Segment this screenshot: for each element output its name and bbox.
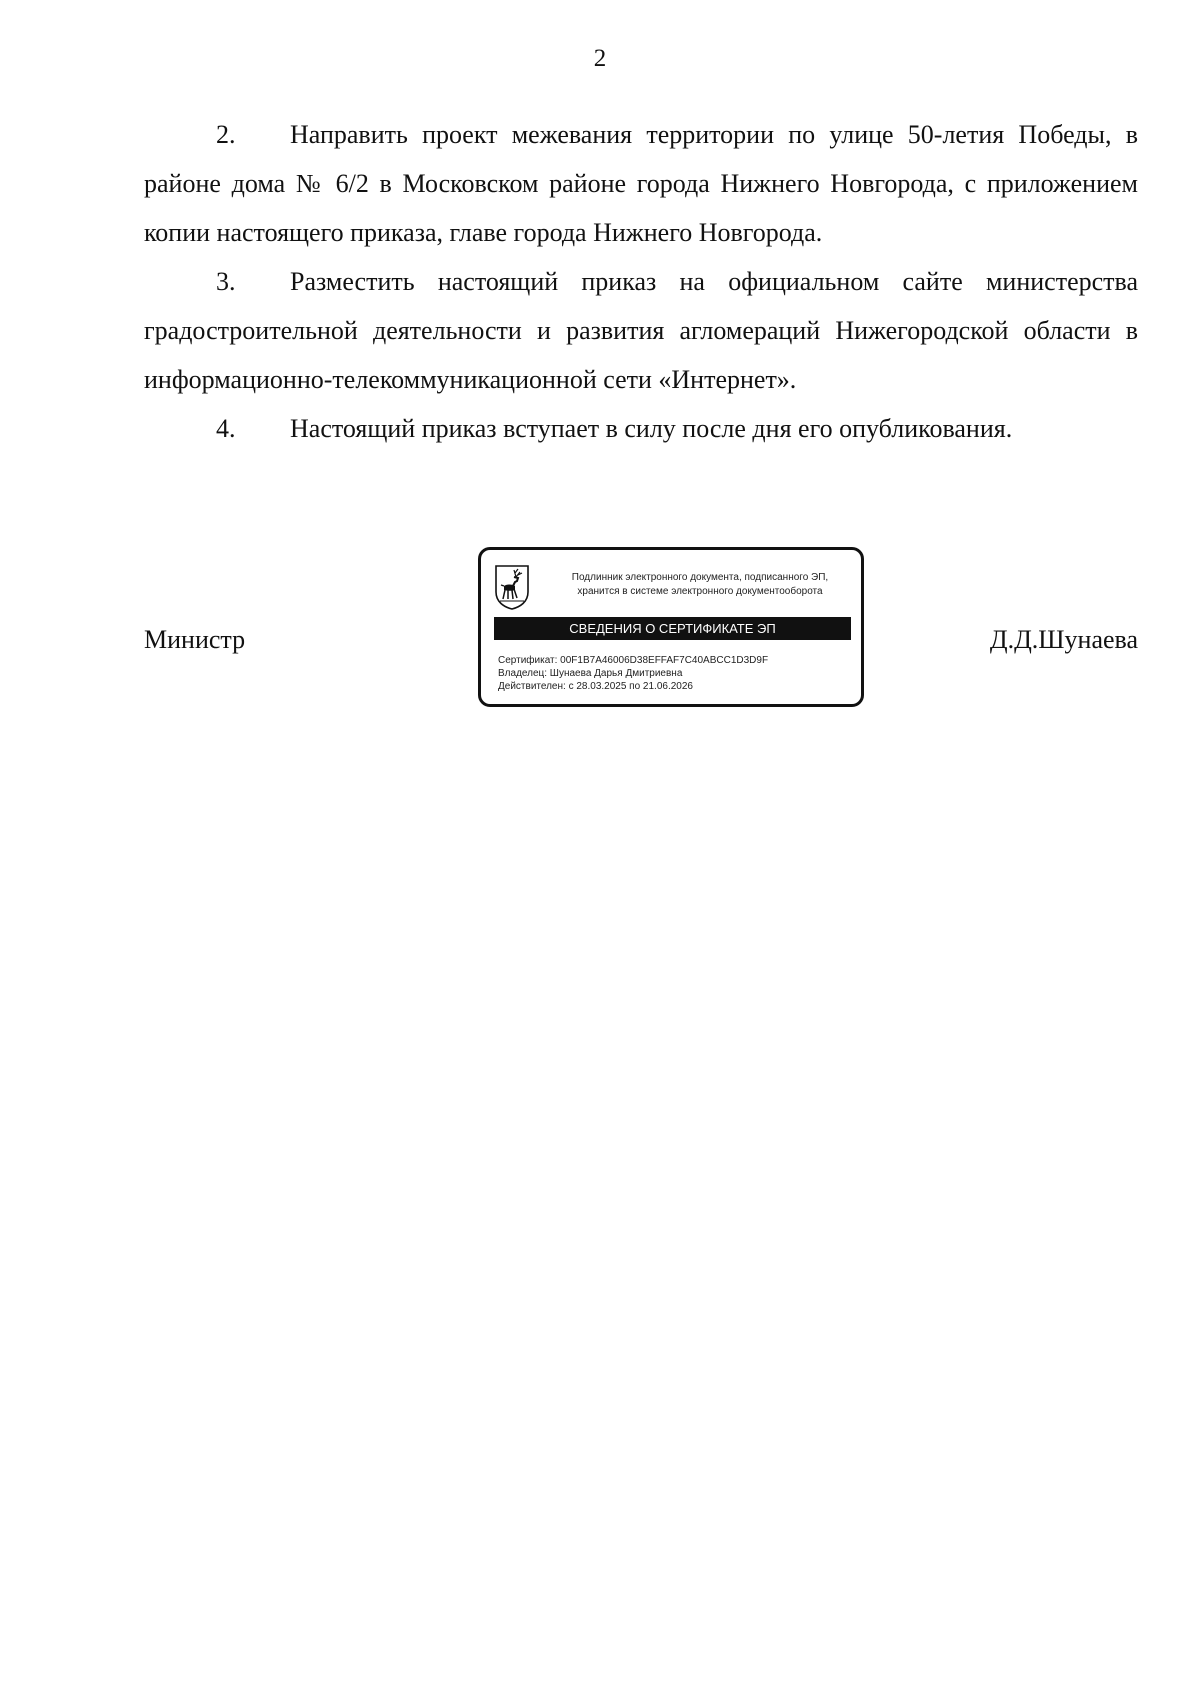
paragraph-text: Направить проект межевания территории по улице 50-летия Победы, в районе дома № 6/2 в Московском районе города Нижнего Новгорода, с приложением копии настоящего приказа, главе города Нижнего Новгорода. bbox=[144, 120, 1138, 247]
stamp-details bbox=[498, 654, 848, 693]
certificate-validity: Действителен: с 28.03.2025 по 21.06.2026 bbox=[498, 681, 693, 692]
signer-position: Министр bbox=[144, 625, 246, 654]
paragraph-4 bbox=[144, 404, 1138, 453]
stamp-header-line: Подлинник электронного документа, подписанного ЭП, bbox=[571, 572, 829, 583]
stamp-header bbox=[545, 571, 855, 599]
paragraph-number: 4. bbox=[216, 414, 236, 443]
document-body bbox=[144, 110, 1138, 453]
paragraph-number: 3. bbox=[216, 267, 236, 296]
paragraph-number: 2. bbox=[216, 120, 236, 149]
paragraph-2 bbox=[144, 110, 1138, 257]
paragraph-text: Разместить настоящий приказ на официальном сайте министерства градостроительной деятельности и развития агломераций Нижегородской области в информационно-телекоммуникационной сети «Интернет». bbox=[144, 267, 1138, 394]
paragraph-text: Настоящий приказ вступает в силу после дня его опубликования. bbox=[290, 414, 1013, 443]
stamp-title: СВЕДЕНИЯ О СЕРТИФИКАТЕ ЭП bbox=[494, 617, 851, 640]
nizhny-novgorod-deer-emblem-icon bbox=[494, 564, 530, 610]
signer-name: Д.Д.Шунаева bbox=[989, 625, 1138, 654]
certificate-number: Сертификат: 00F1B7A46006D38EFFAF7C40ABCC1D3D9F bbox=[498, 655, 769, 666]
paragraph-3 bbox=[144, 257, 1138, 404]
stamp-header-line: хранится в системе электронного документооборота bbox=[577, 586, 823, 597]
page-number: 2 bbox=[593, 45, 607, 72]
certificate-owner: Владелец: Шунаева Дарья Дмитриевна bbox=[498, 668, 683, 679]
electronic-signature-stamp bbox=[478, 547, 864, 707]
